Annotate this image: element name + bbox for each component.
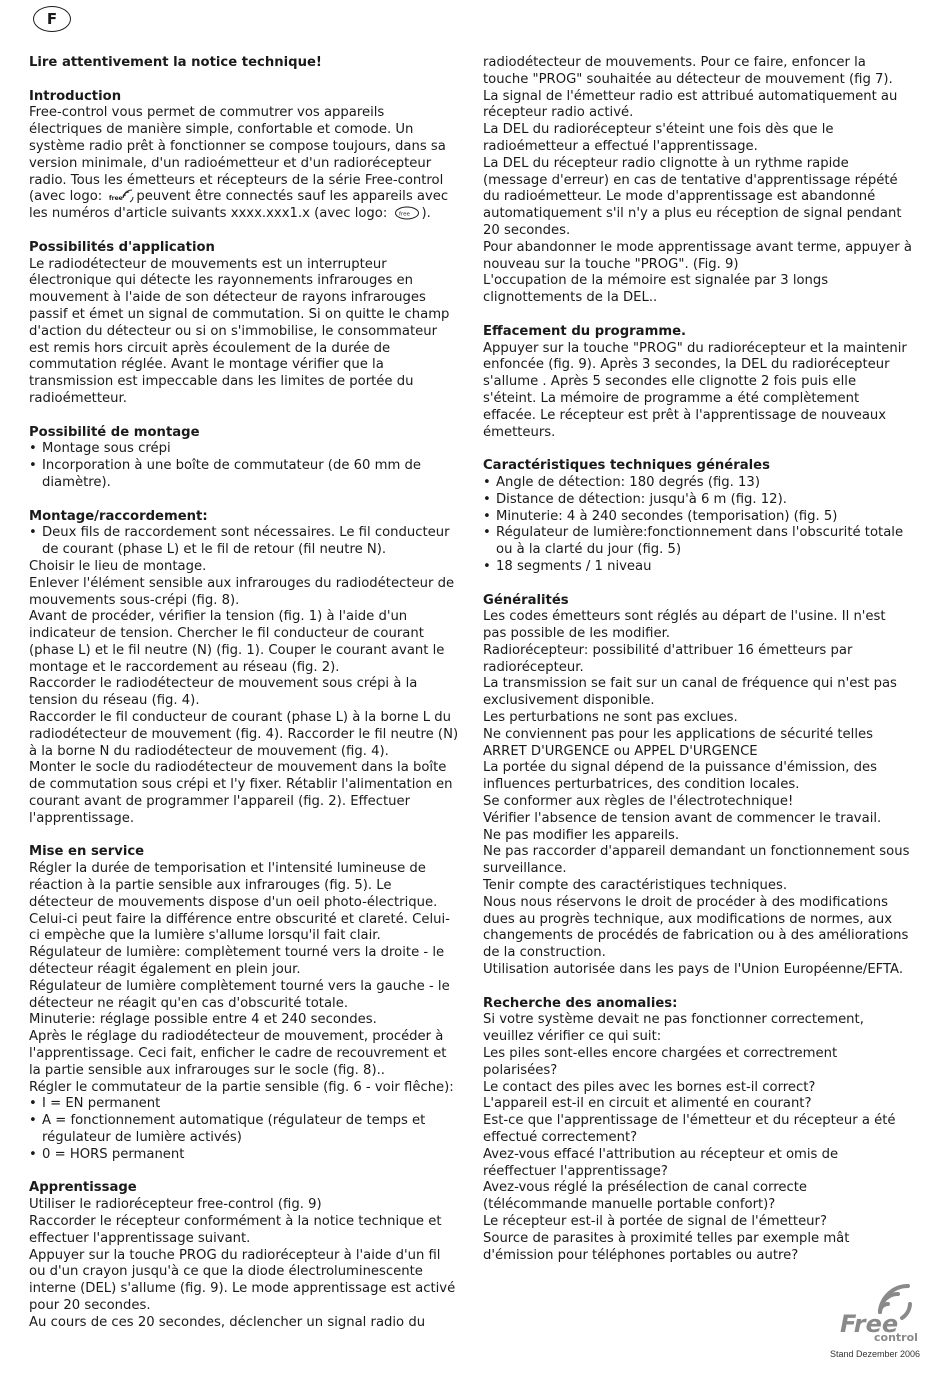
- connection-bullet: • Deux fils de raccordement sont nécessaires. Le fil conducteur de courant (phase L) et le fil de retour (fil neutre N).: [29, 525, 459, 559]
- learning-heading: Apprentissage: [29, 1180, 137, 1196]
- revision-date: Stand Dezember 2006: [830, 1349, 921, 1359]
- specs-heading: Caractéristiques techniques générales: [483, 458, 770, 474]
- commissioning-paragraph: Minuterie: réglage possible entre 4 et 240 secondes.: [29, 1012, 377, 1028]
- right-column: [483, 55, 913, 1264]
- connection-paragraph: Avant de procéder, vérifier la tension (fig. 1) à l'aide d'un indicateur de tension. Chercher le fil conducteur de courant (phase L) et le fil neutre (N) (fig. 1). Couper le courant avant le montage et le raccordement au réseau (fig. 2).: [29, 609, 445, 675]
- intro-text-part-c: ).: [421, 206, 431, 222]
- troubleshooting-item: Le récepteur est-il à portée de signal de l'émetteur?: [483, 1213, 827, 1229]
- left-column: [29, 55, 459, 1332]
- document-title: Lire attentivement la notice technique!: [29, 55, 322, 70]
- free-control-logo-icon: [108, 189, 134, 203]
- troubleshooting-item: Avez-vous effacé l'attribution au récepteur et omis de réeffectuer l'apprentissage?: [483, 1146, 839, 1179]
- mounting-option-item: • Incorporation à une boîte de commutateur (de 60 mm de diamètre).: [29, 458, 459, 492]
- learning-paragraph: La DEL du récepteur radio clignotte à un rythme rapide (message d'erreur) en cas de tentative d'apprentissage répété du radioémetteur. Le mode d'apprentissage est abandonné automatiquement s'il n'y a plus eu réception de signal pendant 20 secondes.: [483, 155, 902, 238]
- spec-item: • 18 segments / 1 niveau: [483, 559, 913, 576]
- learning-paragraph: Utiliser le radiorécepteur free-control (fig. 9): [29, 1197, 322, 1213]
- commissioning-paragraph: Régulateur de lumière complètement tourné vers la gauche - le détecteur ne réagit qu'en cas d'obscurité totale.: [29, 978, 450, 1011]
- spec-item: • Régulateur de lumière:fonctionnement dans l'obscurité totale ou à la clarté du jour (fig. 5): [483, 525, 913, 559]
- general-paragraph: Ne pas raccorder d'appareil demandant un fonctionnement sous surveillance.: [483, 844, 910, 877]
- troubleshooting-item: Source de parasites à proximité telles par exemple mât d'émission pour téléphones portables ou autre?: [483, 1230, 850, 1263]
- mounting-options-heading: Possibilité de montage: [29, 424, 200, 440]
- general-paragraph: Utilisation autorisée dans les pays de l'Union Européenne/EFTA.: [483, 962, 904, 978]
- switch-position-item: • 0 = HORS permanent: [29, 1147, 459, 1164]
- switch-position-item: • I = EN permanent: [29, 1096, 459, 1113]
- connection-paragraph: Enlever l'élément sensible aux infrarouges du radiodétecteur de mouvements sous-crépi (fig. 8).: [29, 575, 455, 608]
- troubleshooting-item: Si votre système devait ne pas fonctionner correctement, veuillez vérifier ce qui suit:: [483, 1012, 864, 1045]
- svg-text:Free: Free: [840, 1310, 899, 1338]
- mounting-option-item: • Montage sous crépi: [29, 441, 459, 458]
- learning-paragraph: Appuyer sur la touche PROG du radiorécepteur à l'aide d'un fil ou d'un crayon jusqu'à ce que la diode électroluminescente interne (DEL) s'allume (fig. 9). Le mode apprentissage est activé pour 20 secondes.: [29, 1247, 456, 1313]
- learning-paragraph: radiodétecteur de mouvements. Pour ce faire, enfoncer la touche "PROG" souhaitée au détecteur de mouvement (fig 7).: [483, 55, 893, 87]
- learning-paragraph: Au cours de ces 20 secondes, déclencher un signal radio du: [29, 1314, 426, 1330]
- learning-paragraph: La signal de l'émetteur radio est attribué automatiquement au récepteur radio activé.: [483, 88, 898, 121]
- connection-paragraph: Raccorder le radiodétecteur de mouvement sous crépi à la tension du réseau (fig. 4).: [29, 676, 418, 709]
- spec-item: • Distance de détection: jusqu'à 6 m (fig. 12).: [483, 492, 913, 509]
- learning-paragraph: L'occupation de la mémoire est signalée par 3 longs clignottements de la DEL..: [483, 273, 829, 306]
- commissioning-paragraph: Régler la durée de temporisation et l'intensité lumineuse de réaction à la partie sensible aux infrarouges (fig. 5). Le détecteur de mouvements dispose d'un oeil photo-électrique. Celui-ci peut faire la différence entre obscurité et clareté. Celui-ci empèche que la lumière s'allume lorsqu'il fait clair.: [29, 861, 450, 944]
- intro-text-part-a: Free-control vous permet de commutrer vos appareils électriques de manière simple, confortable et comode. Un système radio prêt à fonctionner se compose toujours, dans sa version minimale, d'un radioémetteur et d'un radiorécepteur radio. Tous les émetteurs et récepteurs de la série Free-control (avec logo:: [29, 105, 446, 205]
- troubleshooting-item: Le contact des piles avec les bornes est-il correct?: [483, 1079, 816, 1095]
- connection-paragraph: Monter le socle du radiodétecteur de mouvement dans la boîte de commutation sous crépi et l'y fixer. Rétablir l'alimentation en courant avant de programmer l'appareil (fig. 2). Effectuer l'apprentissage.: [29, 760, 453, 826]
- general-paragraph: Radiorécepteur: possibilité d'attribuer 16 émetteurs par radiorécepteur.: [483, 642, 853, 675]
- general-paragraph: Les perturbations ne sont pas exclues.: [483, 710, 738, 726]
- svg-text:free: free: [398, 211, 410, 218]
- commissioning-paragraph: Régulateur de lumière: complètement tourné vers la droite - le détecteur réagit également en plein jour.: [29, 945, 445, 978]
- learning-paragraph: Pour abandonner le mode apprentissage avant terme, appuyer à nouveau sur la touche "PROG". (Fig. 9): [483, 239, 912, 272]
- troubleshooting-item: Les piles sont-elles encore chargées et correctrement polarisées?: [483, 1046, 838, 1078]
- general-heading: Généralités: [483, 592, 569, 608]
- application-text: Le radiodétecteur de mouvements est un interrupteur électronique qui détecte les rayonnements infrarouges en mouvement à l'aide de son détecteur de rayons infrarouges passif et émet un signal de commutation. Si on quitte le champ d'action du détecteur ou si on s'immobilise, le consommateur est remis hors circuit après écoulement de la durée de commutation réglée. Avant le montage vérifier que la transmission est impeccable dans les limites de portée du radioémetteur.: [29, 256, 450, 406]
- learning-paragraph: La DEL du radiorécepteur s'éteint une fois dès que le radioémetteur a effectué l'apprentissage.: [483, 122, 834, 154]
- svg-text:control: control: [874, 1331, 918, 1342]
- learning-paragraph: Raccorder le récepteur conformément à la notice technique et effectuer l'apprentissage suivant.: [29, 1213, 442, 1246]
- spec-item: • Minuterie: 4 à 240 secondes (temporisation) (fig. 5): [483, 509, 913, 526]
- commissioning-heading: Mise en service: [29, 844, 145, 860]
- spec-item: • Angle de détection: 180 degrés (fig. 13): [483, 475, 913, 492]
- general-paragraph: Les codes émetteurs sont réglés au départ de l'usine. Il n'est pas possible de les modifier.: [483, 609, 886, 642]
- troubleshooting-item: L'appareil est-il en circuit et alimenté en courant?: [483, 1096, 812, 1112]
- general-paragraph: Se conformer aux règles de l'électrotechnique!: [483, 794, 794, 810]
- intro-heading: Introduction: [29, 88, 122, 104]
- general-paragraph: Nous nous réservons le droit de procéder à des modifications dues au progrès technique, aux modifications de normes, aux changements de procédés de fabrication ou à des améliorations de la construction.: [483, 894, 909, 961]
- application-heading: Possibilités d'application: [29, 239, 215, 255]
- troubleshooting-item: Avez-vous réglé la présélection de canal correcte (télécommande manuelle portable confort)?: [483, 1180, 807, 1213]
- erase-text: Appuyer sur la touche "PROG" du radiorécepteur et la maintenir enfoncée (fig. 9). Après 3 secondes, la DEL du radiorécepteur s'allume . Après 5 secondes elle clignotte 2 fois puis elle s'éteint. La mémoire de programme a été complètement effacée. Le récepteur est prêt à l'apprentissage de nouveaux émetteurs.: [483, 340, 907, 440]
- general-paragraph: La portée du signal dépend de la puissance d'émission, des influences perturbatrices, des condition locales.: [483, 760, 878, 793]
- free-control-brand-logo-icon: [836, 1282, 926, 1342]
- connection-paragraph: Choisir le lieu de montage.: [29, 558, 207, 574]
- general-paragraph: Tenir compte des caractéristiques techniques.: [483, 878, 788, 894]
- commissioning-paragraph: Après le réglage du radiodétecteur de mouvement, procéder à l'apprentissage. Ceci fait, enficher le cadre de recouvrement et la partie sensible aux infrarouges sur le socle (fig. 8)..: [29, 1029, 447, 1078]
- general-paragraph: Ne conviennent pas pour les applications de sécurité telles ARRET D'URGENCE ou APPEL D'URGENCE: [483, 726, 873, 759]
- general-paragraph: Vérifier l'absence de tension avant de commencer le travail.: [483, 810, 882, 826]
- troubleshooting-heading: Recherche des anomalies:: [483, 995, 678, 1011]
- general-paragraph: Ne pas modifier les appareils.: [483, 827, 680, 843]
- language-badge: F: [33, 6, 71, 32]
- switch-position-item: • A = fonctionnement automatique (régulateur de temps et régulateur de lumière activés): [29, 1113, 459, 1147]
- connection-heading: Montage/raccordement:: [29, 508, 208, 524]
- intro-text-part-b: peuvent être connectés sauf les appareils avec les numéros d'article suivants xxxx.xxx1.x (avec logo:: [29, 189, 449, 222]
- troubleshooting-item: Est-ce que l'apprentissage de l'émetteur et du récepteur a été effectué correctement?: [483, 1113, 896, 1145]
- erase-heading: Effacement du programme.: [483, 323, 687, 339]
- free-control-oval-logo-icon: [394, 206, 420, 220]
- general-paragraph: La transmission se fait sur un canal de fréquence qui n'est pas exclusivement disponible.: [483, 676, 897, 709]
- connection-paragraph: Raccorder le fil conducteur de courant (phase L) à la borne L du radiodétecteur de mouvement (fig. 4). Raccorder le fil neutre (N) à la borne N du radiodétecteur de mouvement (fig. 4).: [29, 710, 459, 759]
- svg-text:free: free: [109, 195, 124, 203]
- commissioning-paragraph: Régler le commutateur de la partie sensible (fig. 6 - voir flêche):: [29, 1079, 454, 1095]
- intro-text: [29, 105, 459, 223]
